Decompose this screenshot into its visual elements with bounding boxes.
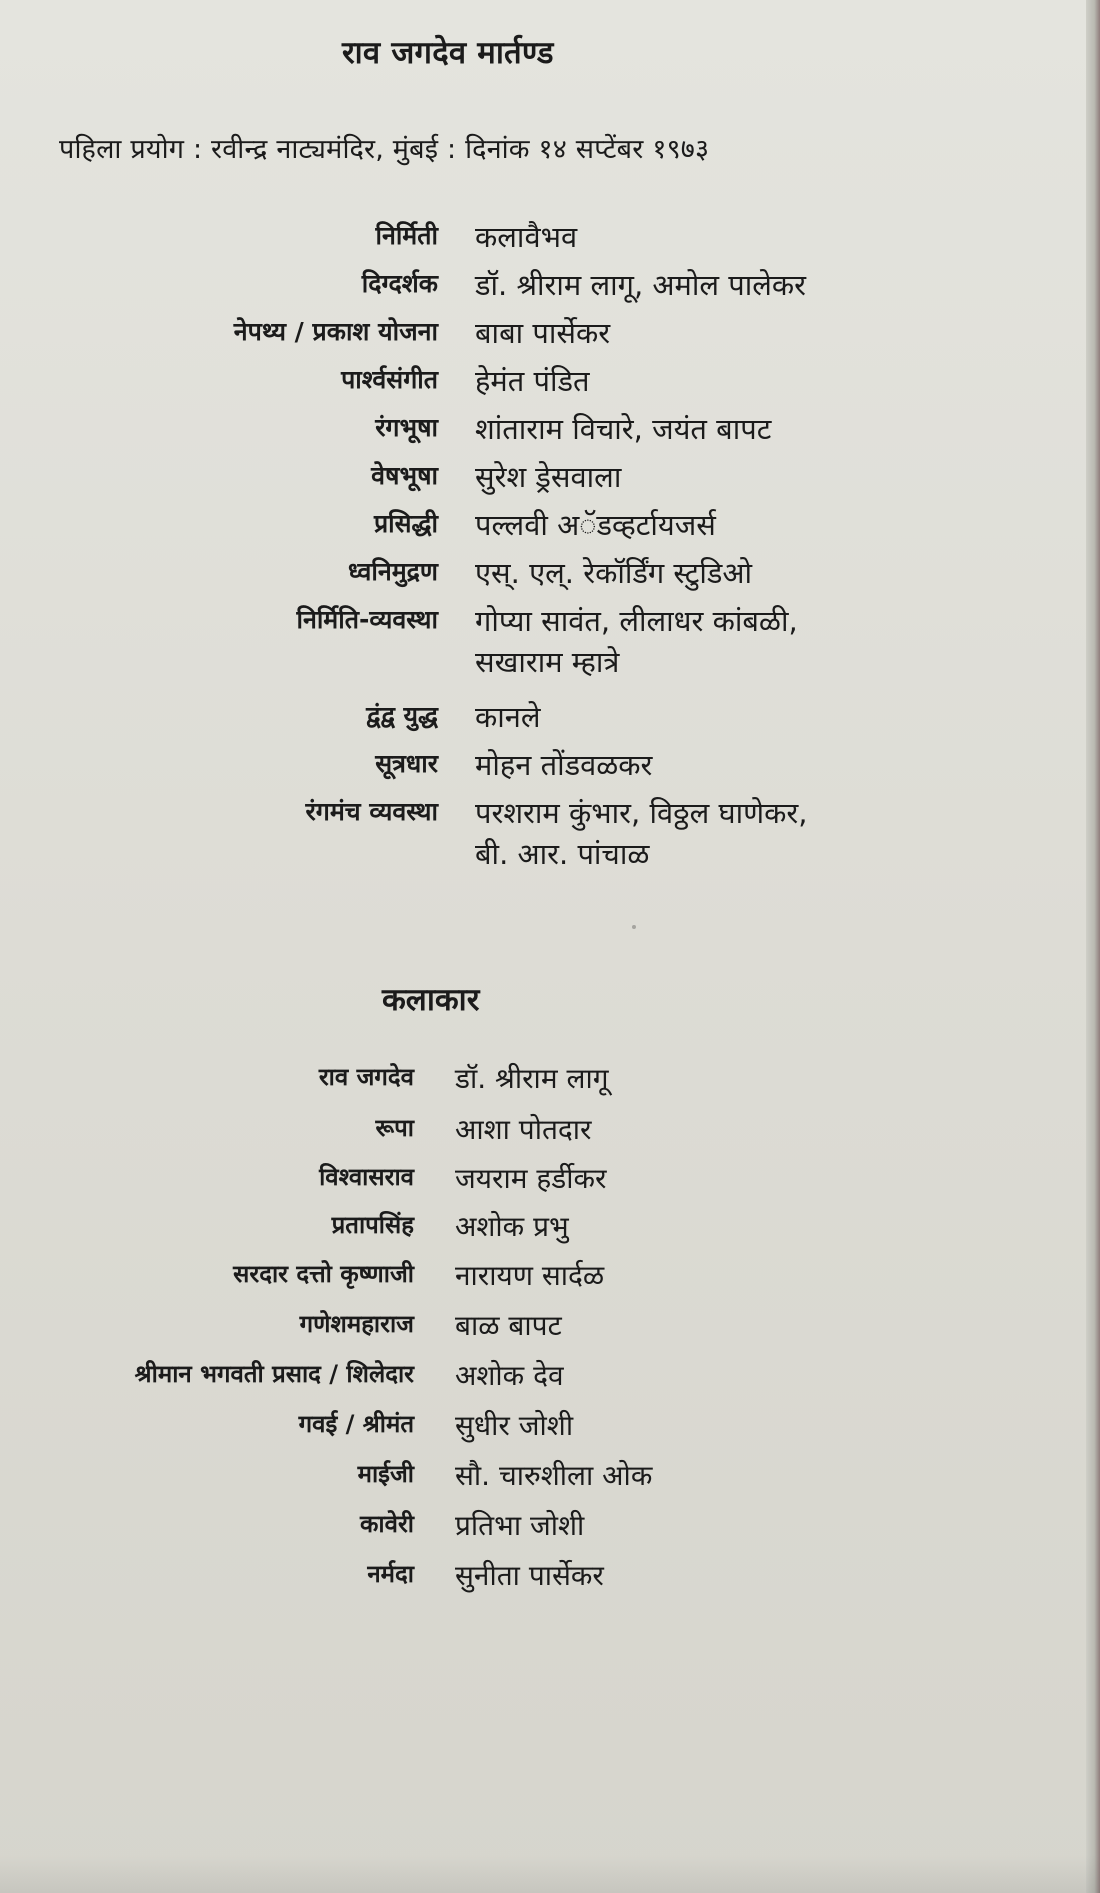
actor-name: अशोक प्रभु <box>455 1210 569 1243</box>
credit-row <box>0 410 1100 458</box>
cast-row <box>0 1457 1100 1505</box>
credit-value: बाबा पार्सेकर <box>475 316 611 350</box>
credit-value: मोहन तोंडवळकर <box>475 748 653 782</box>
credit-label: दिग्दर्शक <box>361 269 438 298</box>
actor-name: सौ. चारुशीला ओक <box>455 1459 653 1492</box>
paper-speck <box>632 925 636 929</box>
actor-name: नारायण सार्दळ <box>455 1259 605 1292</box>
credit-value <box>475 602 798 682</box>
credit-row <box>0 458 1100 506</box>
actor-name: आशा पोतदार <box>455 1113 592 1146</box>
cast-row <box>0 1357 1100 1405</box>
credit-label: नेपथ्य / प्रकाश योजना <box>233 317 438 346</box>
credit-value-line-2: सखाराम म्हात्रे <box>475 645 620 680</box>
credit-label: वेषभूषा <box>371 461 438 490</box>
actor-name: जयराम हर्डीकर <box>455 1162 607 1195</box>
credit-label: रंगमंच व्यवस्था <box>305 797 438 826</box>
role-label: राव जगदेव <box>318 1063 414 1091</box>
cast-row <box>0 1111 1100 1159</box>
page-shadow <box>0 1855 1100 1893</box>
cast-row <box>0 1257 1100 1305</box>
credit-value: एस्. एल्. रेकॉर्डिंग स्टुडिओ <box>475 556 753 590</box>
role-label: माईजी <box>357 1460 414 1488</box>
role-label: गवई / श्रीमंत <box>298 1410 414 1438</box>
credit-row <box>0 554 1100 602</box>
role-label: रूपा <box>375 1114 414 1142</box>
credit-value-line-2: बी. आर. पांचाळ <box>475 837 650 872</box>
credit-value: कलावैभव <box>475 220 578 254</box>
actor-name: प्रतिभा जोशी <box>455 1509 585 1542</box>
credit-value-line-1: गोप्या सावंत, लीलाधर कांबळी, <box>475 604 798 638</box>
credit-row <box>0 314 1100 362</box>
credit-label: निर्मिति-व्यवस्था <box>296 605 438 634</box>
cast-row <box>0 1208 1100 1256</box>
actor-name: डॉ. श्रीराम लागू <box>455 1062 609 1095</box>
credit-label: प्रसिद्धी <box>373 509 438 538</box>
credit-label: सूत्रधार <box>375 749 438 778</box>
role-label: गणेशमहाराज <box>299 1310 414 1338</box>
credit-row <box>0 746 1100 794</box>
credit-row <box>0 506 1100 554</box>
credit-value: शांताराम विचारे, जयंत बापट <box>475 412 772 446</box>
credit-label: निर्मिती <box>375 221 438 250</box>
credit-label: पार्श्वसंगीत <box>341 365 438 394</box>
actor-name: सुनीता पार्सेकर <box>455 1559 604 1592</box>
credit-label: रंगभूषा <box>375 413 438 442</box>
cast-heading: कलाकार <box>382 982 480 1018</box>
credit-value <box>475 794 808 874</box>
play-title: राव जगदेव मार्तण्ड <box>342 35 554 71</box>
actor-name: बाळ बापट <box>455 1309 562 1342</box>
credit-row <box>0 362 1100 410</box>
role-label: नर्मदा <box>367 1560 414 1588</box>
credit-value: पल्लवी अॅडव्हर्टायजर्स <box>475 508 716 542</box>
credit-value: डॉ. श्रीराम लागू, अमोल पालेकर <box>475 268 807 302</box>
credit-row <box>0 266 1100 314</box>
cast-row <box>0 1060 1100 1108</box>
credit-label: द्वंद्व युद्ध <box>366 701 438 730</box>
role-label: सरदार दत्तो कृष्णाजी <box>233 1260 414 1288</box>
cast-row <box>0 1307 1100 1355</box>
role-label: प्रतापसिंह <box>331 1211 414 1239</box>
credit-row <box>0 218 1100 266</box>
actor-name: अशोक देव <box>455 1359 564 1392</box>
credit-value: कानले <box>475 700 541 734</box>
credit-value: हेमंत पंडित <box>475 364 590 398</box>
credit-row <box>0 698 1100 746</box>
cast-row <box>0 1160 1100 1208</box>
actor-name: सुधीर जोशी <box>455 1409 574 1442</box>
cast-row <box>0 1557 1100 1605</box>
role-label: विश्वासराव <box>319 1163 414 1191</box>
credit-row <box>0 794 1100 872</box>
credit-value-line-1: परशराम कुंभार, विठ्ठल घाणेकर, <box>475 796 808 830</box>
role-label: कावेरी <box>359 1510 414 1538</box>
credit-value: सुरेश ड्रेसवाला <box>475 460 622 494</box>
cast-row <box>0 1407 1100 1455</box>
credit-row <box>0 602 1100 680</box>
premiere-line: पहिला प्रयोग : रवीन्द्र नाट्यमंदिर, मुंबई : दिनांक १४ सप्टेंबर १९७३ <box>59 134 710 165</box>
credit-label: ध्वनिमुद्रण <box>348 557 438 586</box>
role-label: श्रीमान भगवती प्रसाद / शिलेदार <box>134 1360 414 1388</box>
cast-row <box>0 1507 1100 1555</box>
